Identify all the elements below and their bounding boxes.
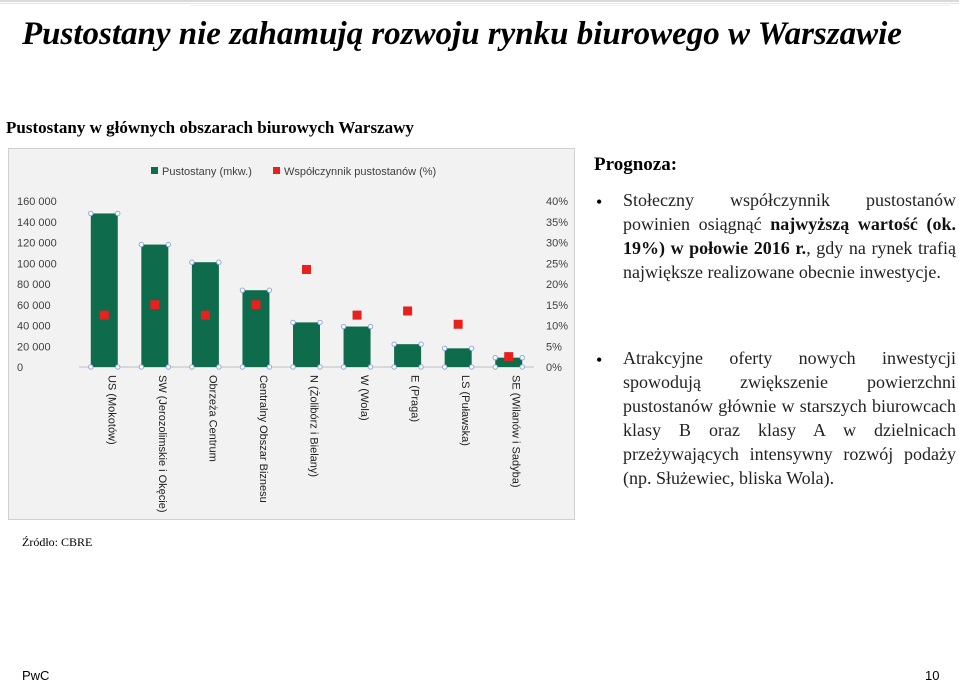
bar-handle (139, 365, 143, 369)
source-note: Źródło: CBRE (22, 535, 93, 549)
y2-axis-tick-label: 10% (546, 320, 569, 333)
forecast-heading: Prognoza: (594, 154, 678, 175)
bar-handle (341, 324, 345, 328)
forecast-bullet-2: Atrakcyjne oferty nowych inwestycji spowodują zwiększenie powierzchni pustostanów głównie w starszych biurowcach klasy B oraz klasy A w dzielnicach przeżywających intensywny rozwój podaży (np. Służewiec, bliska Wola). (623, 348, 956, 488)
bar-handle (240, 365, 244, 369)
forecast-bullet-1 (623, 188, 956, 284)
x-axis-tick-label: SE (Wilanów i Sadyba) (509, 375, 522, 488)
x-axis-tick-label: US (Mokotów) (105, 375, 118, 445)
bar-handle (419, 365, 423, 369)
page-number: 10 (925, 668, 940, 683)
top-line (0, 3, 959, 4)
chart-subtitle: Pustostany w głównych obszarach biurowych Warszawy (6, 118, 414, 137)
bar-handle (368, 365, 372, 369)
y-axis-tick-label: 40 000 (17, 320, 51, 333)
bar-handle (469, 365, 473, 369)
bar-handle (217, 365, 221, 369)
y2-axis-tick-label: 15% (546, 299, 569, 312)
bar-handle (520, 365, 524, 369)
y-axis-tick-label: 20 000 (17, 341, 51, 354)
y-axis-tick-label: 160 000 (17, 196, 57, 208)
rate-marker (353, 311, 362, 320)
top-line (190, 5, 950, 6)
chart-svg (9, 149, 574, 519)
legend-swatch-markers (273, 167, 280, 174)
bar-handle (520, 355, 524, 359)
bar-handle (493, 365, 497, 369)
bar-handle (116, 365, 120, 369)
x-axis-tick-label: Centralny Obszar Biznesu (256, 375, 269, 503)
slide-title: Pustostany nie zahamują rozwoju rynku biurowego w Warszawie (22, 16, 902, 52)
bullet-1-text: Stołeczny współczynnik pustostanów powinien osiągnąć (623, 190, 956, 234)
x-axis-tick-label: Obrzeża Centrum (206, 375, 219, 462)
bullet-marker: • (596, 192, 603, 212)
bar (293, 322, 320, 367)
x-axis-tick-label: N (Żolibórz i Bielany) (307, 375, 320, 478)
y-axis-tick-label: 80 000 (17, 279, 51, 291)
bar-handle (240, 288, 244, 292)
x-axis-tick-label: SW (Jerozolimskie i Okęcie) (155, 375, 168, 513)
legend-label-markers: Współczynnik pustostanów (%) (284, 166, 437, 178)
bar-handle (89, 365, 93, 369)
bar-handle (267, 288, 271, 292)
bar-handle (190, 260, 194, 264)
bar-handle (442, 365, 446, 369)
bullet-1-highlight: najwyższą wartość (ok. 19%) w połowie 2016 r. (623, 214, 956, 258)
legend-swatch-bars (151, 167, 158, 174)
rate-marker (302, 265, 311, 274)
bar-handle (190, 365, 194, 369)
rate-marker (150, 300, 159, 309)
y2-axis-tick-label: 40% (546, 196, 569, 208)
bar (394, 344, 421, 367)
y2-axis-tick-label: 30% (546, 237, 569, 250)
vacancy-chart (8, 148, 575, 520)
bar-handle (442, 346, 446, 350)
y2-axis-tick-label: 0% (546, 362, 562, 374)
rate-marker (100, 311, 109, 320)
bar-handle (368, 324, 372, 328)
bar-handle (419, 342, 423, 346)
y-axis-tick-label: 120 000 (17, 237, 57, 250)
bar-handle (267, 365, 271, 369)
bar-handle (392, 365, 396, 369)
bullet-1-text-end: , gdy na rynek trafią największe realizowane obecnie inwestycje. (623, 238, 956, 282)
rate-marker (251, 300, 260, 309)
bar (344, 327, 371, 367)
y2-axis-tick-label: 25% (546, 258, 569, 271)
y2-axis-tick-label: 20% (546, 279, 569, 291)
y2-axis-tick-label: 5% (546, 341, 562, 354)
bar (91, 213, 118, 367)
bar-handle (217, 260, 221, 264)
rate-marker (454, 320, 463, 329)
bar-handle (392, 342, 396, 346)
bar-handle (493, 355, 497, 359)
y-axis-tick-label: 0 (17, 362, 24, 374)
bar-handle (341, 365, 345, 369)
rate-marker (403, 306, 412, 315)
x-axis-tick-label: E (Praga) (408, 375, 421, 423)
bar-handle (166, 242, 170, 246)
y2-axis-tick-label: 35% (546, 216, 569, 229)
footer-brand: PwC (22, 668, 50, 683)
bar-handle (291, 365, 295, 369)
rate-marker (504, 352, 513, 361)
top-line (0, 0, 959, 2)
bar-handle (318, 320, 322, 324)
x-axis-tick-label: W (Wola) (358, 375, 371, 421)
bar-handle (139, 242, 143, 246)
bullet-marker: • (596, 350, 603, 370)
bar-handle (89, 211, 93, 215)
bar-handle (166, 365, 170, 369)
rate-marker (201, 311, 210, 320)
y-axis-tick-label: 100 000 (17, 258, 57, 271)
bar-handle (116, 211, 120, 215)
bar-handle (291, 320, 295, 324)
y-axis-tick-label: 140 000 (17, 216, 57, 229)
y-axis-tick-label: 60 000 (17, 299, 51, 312)
top-decorative-lines (0, 0, 959, 8)
bar-handle (469, 346, 473, 350)
x-axis-tick-label: LS (Puławska) (459, 375, 472, 446)
legend-label-bars: Pustostany (mkw.) (162, 166, 252, 178)
bar (445, 348, 472, 367)
bar-handle (318, 365, 322, 369)
